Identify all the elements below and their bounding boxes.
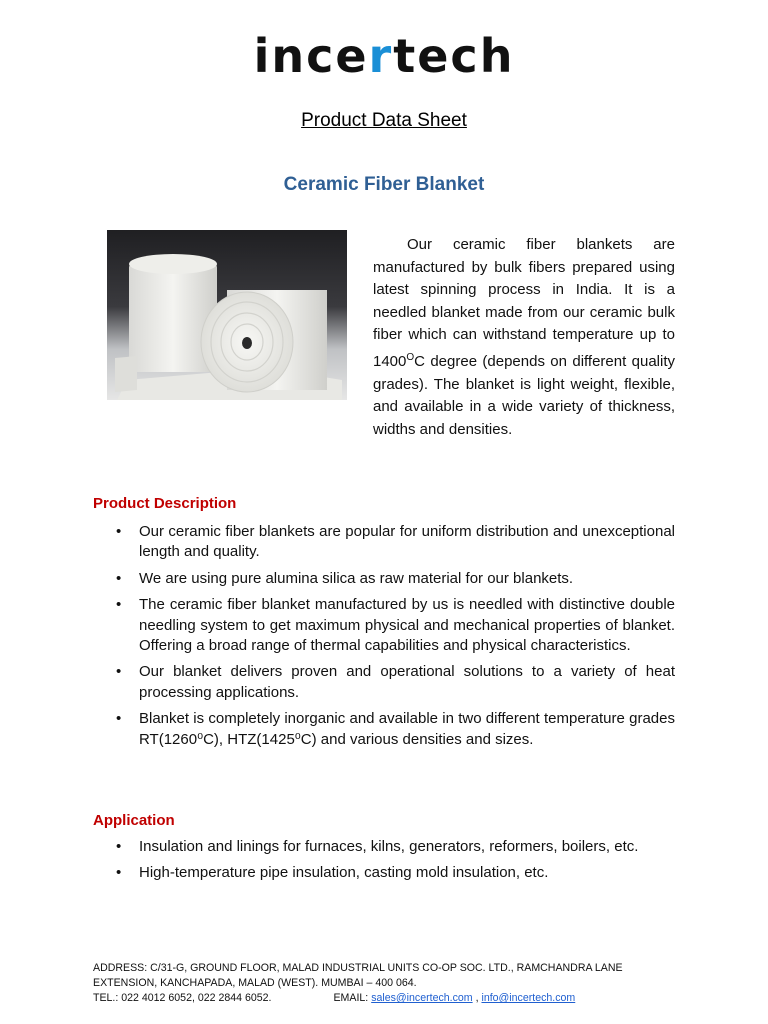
list-item-text: We are using pure alumina silica as raw material for our blankets. [139,569,574,587]
list-item [93,837,675,857]
company-logo [0,28,768,84]
list-item-text: Insulation and linings for furnaces, kilns, generators, reformers, boilers, etc. [139,838,639,855]
info-email-link[interactable]: info@incertech.com [481,992,576,1004]
degree-superscript: O [406,351,415,363]
logo-suffix: tech [393,29,515,83]
email-separator: , [472,992,482,1004]
list-item [93,595,675,656]
contact-line [93,991,693,1006]
product-description-heading: Product Description [93,495,237,512]
application-list [93,837,675,890]
list-item-text: Our ceramic fiber blankets are popular for uniform distribution and unexceptional length and quality. [139,523,675,561]
footer-contact [93,961,693,1006]
intro-text-part2: C degree (depends on different quality grades). The blanket is light weight, flexible, and available in a wide variety of thickness, widths and densities. [373,352,675,438]
intro-paragraph [373,234,675,441]
list-item [93,709,675,750]
email-label: EMAIL: [333,992,369,1004]
sales-email-link[interactable]: sales@incertech.com [371,992,473,1004]
list-item-text: Blanket is completely inorganic and available in two different temperature grades RT(1260⁰C), HTZ(1425⁰C) and various densities and sizes. [139,710,675,748]
logo-accent-letter: r [368,29,394,83]
bullet-icon: • [116,569,122,587]
address-line-1: ADDRESS: C/31-G, GROUND FLOOR, MALAD INDUSTRIAL UNITS CO-OP SOC. LTD., RAMCHANDRA LANE [93,962,623,974]
list-item [93,522,675,563]
list-item-text: Our blanket delivers proven and operational solutions to a variety of heat processing applications. [139,663,675,701]
list-item [93,863,675,883]
list-item [93,569,675,589]
address-line-2: EXTENSION, KANCHAPADA, MALAD (WEST). MUMBAI – 400 064. [93,977,417,989]
list-item-text: High-temperature pipe insulation, casting mold insulation, etc. [139,864,549,882]
product-description-list [93,522,675,756]
ceramic-blanket-rolls-photo [107,230,347,400]
application-heading: Application [93,812,175,829]
logo-prefix: ince [253,29,369,83]
bullet-icon: • [116,523,122,540]
document-title: Product Data Sheet [301,110,467,131]
intro-text-part1: Our ceramic fiber blankets are manufactured by bulk fibers prepared using latest spinning process in India. It is a needled blanket made from our ceramic bulk fiber which can withstand temperature up to 1400 [373,236,675,370]
telephone-text: TEL.: 022 4012 6052, 022 2844 6052. [93,992,272,1004]
product-name-heading: Ceramic Fiber Blanket [283,174,485,195]
list-item-text: The ceramic fiber blanket manufactured by us is needled with distinctive double needling system to get maximum physical and mechanical properties of blanket. Offering a broad range of thermal capabilities and physical characteristics. [139,596,675,655]
bullet-icon: • [116,710,122,728]
list-item [93,662,675,703]
bullet-icon: • [116,838,122,855]
bullet-icon: • [116,864,122,882]
bullet-icon: • [116,663,122,681]
bullet-icon: • [116,596,122,614]
